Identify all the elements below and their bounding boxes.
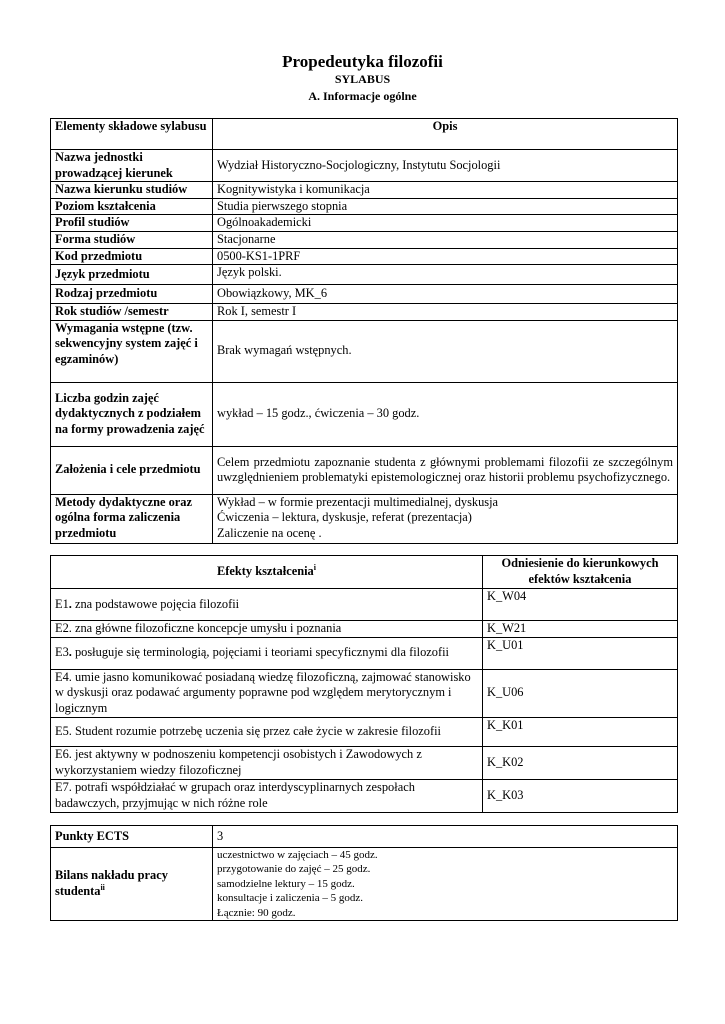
row-value: Obowiązkowy, MK_6 — [213, 285, 678, 304]
row-label: Nazwa jednostki prowadzącej kierunek — [51, 150, 213, 182]
col-header-description: Opis — [213, 119, 678, 150]
table-row — [51, 182, 678, 199]
table-row — [51, 382, 678, 446]
effect-code: K_K01 — [483, 717, 678, 746]
effect-text: zna podstawowe pojęcia filozofii — [71, 596, 240, 611]
bilans-line: Łącznie: 90 godz. — [217, 906, 296, 919]
ects-table — [50, 825, 678, 921]
table-row — [51, 265, 678, 285]
row-label: Rodzaj przedmiotu — [51, 285, 213, 304]
effect-id: E4 — [55, 669, 69, 684]
ects-label: Punkty ECTS — [51, 826, 213, 848]
row-value: Studia pierwszego stopnia — [213, 198, 678, 215]
bilans-line: samodzielne lektury – 15 godz. — [217, 877, 355, 890]
row-value — [213, 494, 678, 543]
table-row — [51, 669, 678, 717]
effect-description: E1. zna podstawowe pojęcia filozofii — [51, 589, 483, 621]
bilans-label — [51, 848, 213, 921]
row-label: Wymagania wstępne (tzw. sekwencyjny system zajęć i egzaminów) — [51, 320, 213, 382]
table-row — [51, 637, 678, 669]
effect-text: potrafi współdziałać w grupach oraz interdyscyplinarnych zespołach badawczych, przyjmując w nich różne role — [55, 780, 415, 810]
effect-code: K_W04 — [483, 589, 678, 621]
effect-description: E3. posługuje się terminologią, pojęciami i teoriami specyficznymi dla filozofii — [51, 637, 483, 669]
table-row — [51, 304, 678, 321]
table-header-row — [51, 556, 678, 589]
document-subtitle: SYLABUS — [334, 72, 391, 86]
effect-text: posługuje się terminologią, pojęciami i teoriami specyficznymi dla filozofii — [71, 645, 449, 660]
bilans-values — [213, 848, 678, 921]
effect-code: K_U01 — [483, 637, 678, 669]
row-value: Język polski. — [213, 265, 678, 285]
table-row — [51, 285, 678, 304]
info-table — [50, 118, 678, 544]
effect-id: E5 — [55, 723, 69, 738]
effect-description: E6. jest aktywny w podnoszeniu kompetencji osobistych i Zawodowych z wykorzystaniem wiedzy filozoficznej — [51, 746, 483, 779]
effect-code: K_K02 — [483, 746, 678, 779]
table-row — [51, 446, 678, 494]
col-header-effects — [51, 556, 483, 589]
effects-table — [50, 555, 678, 813]
row-label: Metody dydaktyczne oraz ogólna forma zaliczenia przedmiotu — [51, 494, 213, 543]
document-title: Propedeutyka filozofii — [282, 52, 443, 71]
table-row — [51, 198, 678, 215]
bilans-label-text: Bilans nakładu pracy studenta — [55, 868, 168, 899]
bilans-line: uczestnictwo w zajęciach – 45 godz. — [217, 849, 378, 861]
row-label: Język przedmiotu — [51, 265, 213, 285]
effect-text: jest aktywny w podnoszeniu kompetencji osobistych i Zawodowych z wykorzystaniem wiedzy filozoficznej — [55, 747, 422, 777]
table-row — [51, 231, 678, 248]
col-header-elements: Elementy składowe sylabusu — [51, 119, 213, 150]
table-row — [51, 717, 678, 746]
effect-description: E4. umie jasno komunikować posiadaną wiedzę filozoficzną, zajmować stanowisko w dyskusji oraz podawać argumenty poprawne pod względem merytorycznym i logicznym — [51, 669, 483, 717]
row-label: Kod przedmiotu — [51, 248, 213, 265]
method-line: Zaliczenie na ocenę . — [217, 525, 322, 540]
row-value: Rok I, semestr I — [213, 304, 678, 321]
row-label: Forma studiów — [51, 231, 213, 248]
table-row — [51, 826, 678, 848]
col-header-reference: Odniesienie do kierunkowych efektów kształcenia — [483, 556, 678, 589]
row-value: Stacjonarne — [213, 231, 678, 248]
effect-code: K_U06 — [483, 669, 678, 717]
row-value: Brak wymagań wstępnych. — [213, 320, 678, 382]
bilans-line: konsultacje i zaliczenia – 5 godz. — [217, 892, 363, 905]
table-row — [51, 150, 678, 182]
table-row — [51, 494, 678, 543]
row-value: Celem przedmiotu zapoznanie studenta z głównymi problemami filozofii ze szczególnym uwzględnieniem problematyki epistemologicznej oraz historii problemu psychofizycznego. — [213, 446, 678, 494]
effect-id: E3 — [55, 645, 69, 660]
row-value: Kognitywistyka i komunikacja — [213, 182, 678, 199]
ects-value: 3 — [213, 826, 678, 848]
effect-text: Student rozumie potrzebę uczenia się przez całe życie w zakresie filozofii — [71, 723, 441, 738]
footnote-marker: i — [313, 563, 316, 573]
row-value: Wydział Historyczno-Socjologiczny, Instytutu Socjologii — [213, 150, 678, 182]
row-label: Profil studiów — [51, 215, 213, 232]
row-value: 0500-KS1-1PRF — [213, 248, 678, 265]
section-heading: A. Informacje ogólne — [308, 89, 417, 103]
row-label: Nazwa kierunku studiów — [51, 182, 213, 199]
table-row — [51, 621, 678, 638]
effect-description: E7. potrafi współdziałać w grupach oraz interdyscyplinarnych zespołach badawczych, przyjmując w nich różne role — [51, 779, 483, 812]
table-header-row — [51, 119, 678, 150]
bilans-line: przygotowanie do zajęć – 25 godz. — [217, 863, 371, 876]
row-label: Rok studiów /semestr — [51, 304, 213, 321]
method-line: Wykład – w formie prezentacji multimedialnej, dyskusja — [217, 494, 499, 509]
table-row — [51, 779, 678, 812]
row-label: Założenia i cele przedmiotu — [51, 446, 213, 494]
table-row — [51, 320, 678, 382]
row-value: wykład – 15 godz., ćwiczenia – 30 godz. — [213, 382, 678, 446]
row-label: Liczba godzin zajęć dydaktycznych z podziałem na formy prowadzenia zajęć — [51, 382, 213, 446]
effect-id: E1 — [55, 596, 69, 611]
table-row — [51, 589, 678, 621]
effect-text: zna główne filozoficzne koncepcje umysłu i poznania — [71, 621, 342, 635]
effect-id: E2 — [55, 621, 69, 635]
effect-text: umie jasno komunikować posiadaną wiedzę filozoficzną, zajmować stanowisko w dyskusji oraz podawać argumenty poprawne pod względem merytorycznym i logicznym — [55, 669, 471, 715]
row-value: Ogólnoakademicki — [213, 215, 678, 232]
effects-header-label: Efekty kształcenia — [217, 564, 314, 579]
effect-description: E2. zna główne filozoficzne koncepcje umysłu i poznania — [51, 621, 483, 638]
effect-id: E7 — [55, 780, 69, 794]
footnote-marker: ii — [100, 882, 105, 892]
table-row — [51, 215, 678, 232]
effect-description: E5. Student rozumie potrzebę uczenia się przez całe życie w zakresie filozofii — [51, 717, 483, 746]
effect-code: K_W21 — [483, 621, 678, 638]
table-row — [51, 746, 678, 779]
method-line: Ćwiczenia – lektura, dyskusje, referat (prezentacja) — [217, 510, 472, 525]
effect-id: E6 — [55, 747, 69, 761]
effect-code: K_K03 — [483, 779, 678, 812]
table-row — [51, 248, 678, 265]
table-row — [51, 848, 678, 921]
row-label: Poziom kształcenia — [51, 198, 213, 215]
